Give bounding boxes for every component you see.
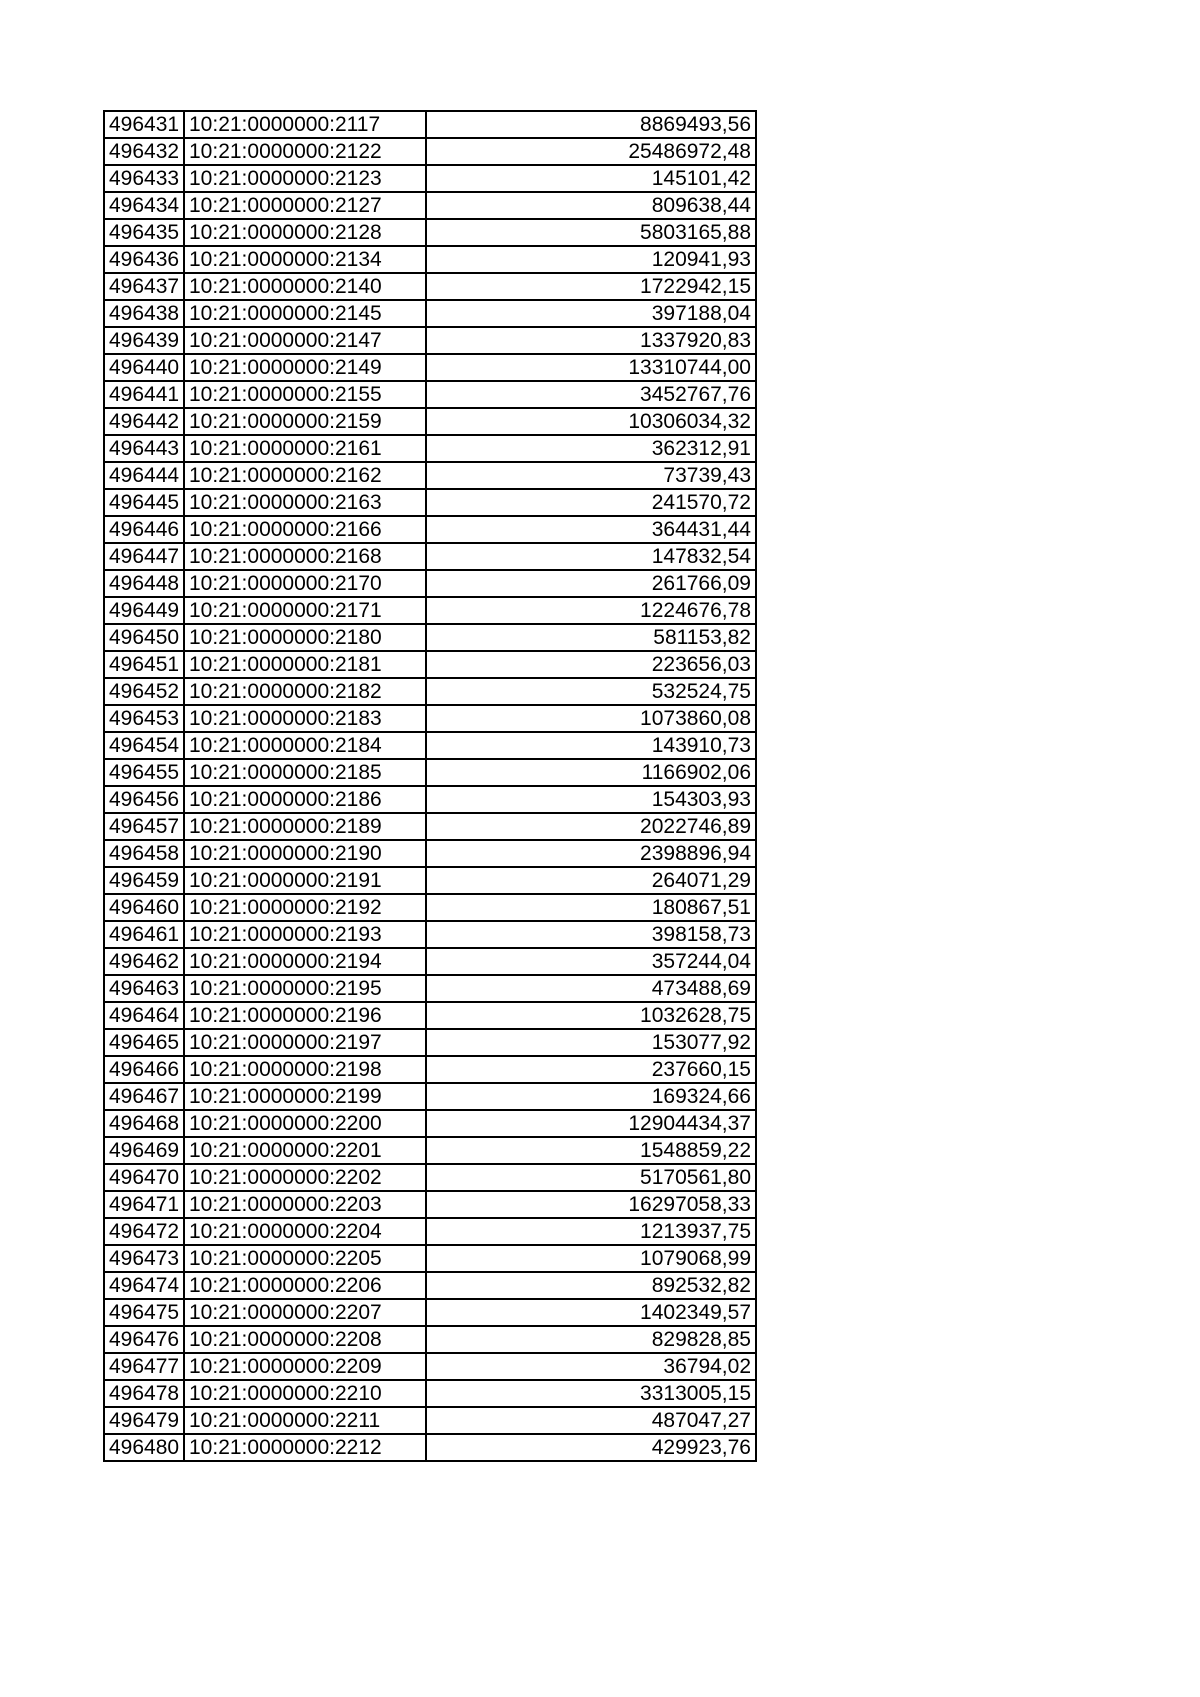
table-row <box>104 1110 756 1137</box>
cadastral-number-cell: 10:21:0000000:2202 <box>184 1164 426 1191</box>
cadastral-number-cell: 10:21:0000000:2123 <box>184 165 426 192</box>
row-id-cell: 496461 <box>104 921 184 948</box>
value-cell: 1213937,75 <box>426 1218 756 1245</box>
row-id-cell: 496441 <box>104 381 184 408</box>
table-row <box>104 570 756 597</box>
table-row <box>104 1137 756 1164</box>
value-cell: 120941,93 <box>426 246 756 273</box>
table-row <box>104 1218 756 1245</box>
row-id-cell: 496445 <box>104 489 184 516</box>
value-cell: 1079068,99 <box>426 1245 756 1272</box>
cadastral-number-cell: 10:21:0000000:2195 <box>184 975 426 1002</box>
table-row <box>104 381 756 408</box>
value-cell: 1166902,06 <box>426 759 756 786</box>
table-row <box>104 1191 756 1218</box>
cadastral-number-cell: 10:21:0000000:2161 <box>184 435 426 462</box>
row-id-cell: 496480 <box>104 1434 184 1461</box>
value-cell: 10306034,32 <box>426 408 756 435</box>
cadastral-number-cell: 10:21:0000000:2196 <box>184 1002 426 1029</box>
value-cell: 5170561,80 <box>426 1164 756 1191</box>
table-row <box>104 111 756 138</box>
row-id-cell: 496435 <box>104 219 184 246</box>
table-row <box>104 1353 756 1380</box>
value-cell: 473488,69 <box>426 975 756 1002</box>
row-id-cell: 496471 <box>104 1191 184 1218</box>
value-cell: 73739,43 <box>426 462 756 489</box>
value-cell: 398158,73 <box>426 921 756 948</box>
table-row <box>104 273 756 300</box>
value-cell: 16297058,33 <box>426 1191 756 1218</box>
value-cell: 1337920,83 <box>426 327 756 354</box>
row-id-cell: 496463 <box>104 975 184 1002</box>
table-row <box>104 327 756 354</box>
row-id-cell: 496476 <box>104 1326 184 1353</box>
row-id-cell: 496443 <box>104 435 184 462</box>
value-cell: 2022746,89 <box>426 813 756 840</box>
cadastral-number-cell: 10:21:0000000:2181 <box>184 651 426 678</box>
cadastral-number-cell: 10:21:0000000:2134 <box>184 246 426 273</box>
cadastral-number-cell: 10:21:0000000:2170 <box>184 570 426 597</box>
table-row <box>104 354 756 381</box>
cadastral-number-cell: 10:21:0000000:2162 <box>184 462 426 489</box>
cadastral-number-cell: 10:21:0000000:2191 <box>184 867 426 894</box>
table-row <box>104 759 756 786</box>
cadastral-number-cell: 10:21:0000000:2211 <box>184 1407 426 1434</box>
cadastral-number-cell: 10:21:0000000:2147 <box>184 327 426 354</box>
table-row <box>104 678 756 705</box>
row-id-cell: 496457 <box>104 813 184 840</box>
value-cell: 397188,04 <box>426 300 756 327</box>
table-row <box>104 705 756 732</box>
cadastral-number-cell: 10:21:0000000:2207 <box>184 1299 426 1326</box>
value-cell: 169324,66 <box>426 1083 756 1110</box>
value-cell: 36794,02 <box>426 1353 756 1380</box>
table-row <box>104 975 756 1002</box>
table-row <box>104 597 756 624</box>
value-cell: 487047,27 <box>426 1407 756 1434</box>
table-row <box>104 651 756 678</box>
cadastral-number-cell: 10:21:0000000:2182 <box>184 678 426 705</box>
cadastral-number-cell: 10:21:0000000:2140 <box>184 273 426 300</box>
value-cell: 264071,29 <box>426 867 756 894</box>
row-id-cell: 496437 <box>104 273 184 300</box>
cadastral-number-cell: 10:21:0000000:2189 <box>184 813 426 840</box>
row-id-cell: 496464 <box>104 1002 184 1029</box>
row-id-cell: 496438 <box>104 300 184 327</box>
row-id-cell: 496478 <box>104 1380 184 1407</box>
row-id-cell: 496477 <box>104 1353 184 1380</box>
cadastral-number-cell: 10:21:0000000:2192 <box>184 894 426 921</box>
row-id-cell: 496466 <box>104 1056 184 1083</box>
cadastral-number-cell: 10:21:0000000:2166 <box>184 516 426 543</box>
table-body <box>104 111 756 1461</box>
cadastral-number-cell: 10:21:0000000:2168 <box>184 543 426 570</box>
table-row <box>104 786 756 813</box>
table-row <box>104 1002 756 1029</box>
value-cell: 1032628,75 <box>426 1002 756 1029</box>
value-cell: 5803165,88 <box>426 219 756 246</box>
data-table <box>103 110 757 1462</box>
table-row <box>104 1380 756 1407</box>
row-id-cell: 496446 <box>104 516 184 543</box>
row-id-cell: 496469 <box>104 1137 184 1164</box>
value-cell: 581153,82 <box>426 624 756 651</box>
cadastral-number-cell: 10:21:0000000:2203 <box>184 1191 426 1218</box>
cadastral-number-cell: 10:21:0000000:2206 <box>184 1272 426 1299</box>
value-cell: 1722942,15 <box>426 273 756 300</box>
row-id-cell: 496452 <box>104 678 184 705</box>
value-cell: 1548859,22 <box>426 1137 756 1164</box>
cadastral-number-cell: 10:21:0000000:2184 <box>184 732 426 759</box>
table-row <box>104 435 756 462</box>
row-id-cell: 496442 <box>104 408 184 435</box>
value-cell: 809638,44 <box>426 192 756 219</box>
row-id-cell: 496436 <box>104 246 184 273</box>
table-row <box>104 813 756 840</box>
table-row <box>104 1029 756 1056</box>
value-cell: 1224676,78 <box>426 597 756 624</box>
value-cell: 2398896,94 <box>426 840 756 867</box>
cadastral-number-cell: 10:21:0000000:2185 <box>184 759 426 786</box>
value-cell: 829828,85 <box>426 1326 756 1353</box>
cadastral-number-cell: 10:21:0000000:2163 <box>184 489 426 516</box>
row-id-cell: 496454 <box>104 732 184 759</box>
cadastral-number-cell: 10:21:0000000:2194 <box>184 948 426 975</box>
value-cell: 13310744,00 <box>426 354 756 381</box>
row-id-cell: 496479 <box>104 1407 184 1434</box>
row-id-cell: 496456 <box>104 786 184 813</box>
cadastral-number-cell: 10:21:0000000:2198 <box>184 1056 426 1083</box>
table-row <box>104 165 756 192</box>
cadastral-number-cell: 10:21:0000000:2197 <box>184 1029 426 1056</box>
table-row <box>104 219 756 246</box>
cadastral-number-cell: 10:21:0000000:2128 <box>184 219 426 246</box>
table-row <box>104 1164 756 1191</box>
row-id-cell: 496470 <box>104 1164 184 1191</box>
table-row <box>104 732 756 759</box>
table-row <box>104 624 756 651</box>
row-id-cell: 496473 <box>104 1245 184 1272</box>
row-id-cell: 496451 <box>104 651 184 678</box>
row-id-cell: 496458 <box>104 840 184 867</box>
cadastral-number-cell: 10:21:0000000:2117 <box>184 111 426 138</box>
value-cell: 25486972,48 <box>426 138 756 165</box>
cadastral-number-cell: 10:21:0000000:2193 <box>184 921 426 948</box>
row-id-cell: 496467 <box>104 1083 184 1110</box>
row-id-cell: 496459 <box>104 867 184 894</box>
value-cell: 153077,92 <box>426 1029 756 1056</box>
table-row <box>104 489 756 516</box>
value-cell: 8869493,56 <box>426 111 756 138</box>
cadastral-number-cell: 10:21:0000000:2149 <box>184 354 426 381</box>
cadastral-number-cell: 10:21:0000000:2209 <box>184 1353 426 1380</box>
cadastral-number-cell: 10:21:0000000:2201 <box>184 1137 426 1164</box>
row-id-cell: 496475 <box>104 1299 184 1326</box>
value-cell: 154303,93 <box>426 786 756 813</box>
row-id-cell: 496472 <box>104 1218 184 1245</box>
value-cell: 261766,09 <box>426 570 756 597</box>
table-row <box>104 246 756 273</box>
row-id-cell: 496453 <box>104 705 184 732</box>
row-id-cell: 496433 <box>104 165 184 192</box>
cadastral-number-cell: 10:21:0000000:2127 <box>184 192 426 219</box>
cadastral-number-cell: 10:21:0000000:2145 <box>184 300 426 327</box>
table-row <box>104 138 756 165</box>
table-row <box>104 1407 756 1434</box>
value-cell: 357244,04 <box>426 948 756 975</box>
value-cell: 223656,03 <box>426 651 756 678</box>
value-cell: 237660,15 <box>426 1056 756 1083</box>
value-cell: 145101,42 <box>426 165 756 192</box>
row-id-cell: 496450 <box>104 624 184 651</box>
value-cell: 364431,44 <box>426 516 756 543</box>
row-id-cell: 496432 <box>104 138 184 165</box>
value-cell: 429923,76 <box>426 1434 756 1461</box>
value-cell: 3313005,15 <box>426 1380 756 1407</box>
row-id-cell: 496447 <box>104 543 184 570</box>
table-row <box>104 516 756 543</box>
cadastral-number-cell: 10:21:0000000:2186 <box>184 786 426 813</box>
table-row <box>104 300 756 327</box>
value-cell: 362312,91 <box>426 435 756 462</box>
table-row <box>104 408 756 435</box>
value-cell: 1402349,57 <box>426 1299 756 1326</box>
cadastral-number-cell: 10:21:0000000:2183 <box>184 705 426 732</box>
cadastral-number-cell: 10:21:0000000:2204 <box>184 1218 426 1245</box>
row-id-cell: 496434 <box>104 192 184 219</box>
table-row <box>104 894 756 921</box>
table-row <box>104 1434 756 1461</box>
row-id-cell: 496462 <box>104 948 184 975</box>
cadastral-number-cell: 10:21:0000000:2212 <box>184 1434 426 1461</box>
table-row <box>104 1056 756 1083</box>
table-row <box>104 1272 756 1299</box>
cadastral-number-cell: 10:21:0000000:2208 <box>184 1326 426 1353</box>
value-cell: 3452767,76 <box>426 381 756 408</box>
document-page <box>103 110 755 1462</box>
row-id-cell: 496465 <box>104 1029 184 1056</box>
table-row <box>104 1299 756 1326</box>
table-row <box>104 1083 756 1110</box>
table-row <box>104 462 756 489</box>
row-id-cell: 496468 <box>104 1110 184 1137</box>
row-id-cell: 496444 <box>104 462 184 489</box>
row-id-cell: 496439 <box>104 327 184 354</box>
value-cell: 12904434,37 <box>426 1110 756 1137</box>
table-row <box>104 948 756 975</box>
cadastral-number-cell: 10:21:0000000:2122 <box>184 138 426 165</box>
table-row <box>104 840 756 867</box>
row-id-cell: 496449 <box>104 597 184 624</box>
value-cell: 241570,72 <box>426 489 756 516</box>
table-row <box>104 1245 756 1272</box>
cadastral-number-cell: 10:21:0000000:2200 <box>184 1110 426 1137</box>
table-row <box>104 1326 756 1353</box>
value-cell: 892532,82 <box>426 1272 756 1299</box>
table-row <box>104 867 756 894</box>
table-row <box>104 192 756 219</box>
cadastral-number-cell: 10:21:0000000:2190 <box>184 840 426 867</box>
cadastral-number-cell: 10:21:0000000:2210 <box>184 1380 426 1407</box>
value-cell: 180867,51 <box>426 894 756 921</box>
cadastral-number-cell: 10:21:0000000:2155 <box>184 381 426 408</box>
cadastral-number-cell: 10:21:0000000:2171 <box>184 597 426 624</box>
row-id-cell: 496431 <box>104 111 184 138</box>
value-cell: 147832,54 <box>426 543 756 570</box>
row-id-cell: 496440 <box>104 354 184 381</box>
value-cell: 532524,75 <box>426 678 756 705</box>
row-id-cell: 496448 <box>104 570 184 597</box>
row-id-cell: 496474 <box>104 1272 184 1299</box>
value-cell: 1073860,08 <box>426 705 756 732</box>
table-row <box>104 543 756 570</box>
value-cell: 143910,73 <box>426 732 756 759</box>
cadastral-number-cell: 10:21:0000000:2199 <box>184 1083 426 1110</box>
row-id-cell: 496460 <box>104 894 184 921</box>
table-row <box>104 921 756 948</box>
cadastral-number-cell: 10:21:0000000:2180 <box>184 624 426 651</box>
cadastral-number-cell: 10:21:0000000:2159 <box>184 408 426 435</box>
cadastral-number-cell: 10:21:0000000:2205 <box>184 1245 426 1272</box>
row-id-cell: 496455 <box>104 759 184 786</box>
